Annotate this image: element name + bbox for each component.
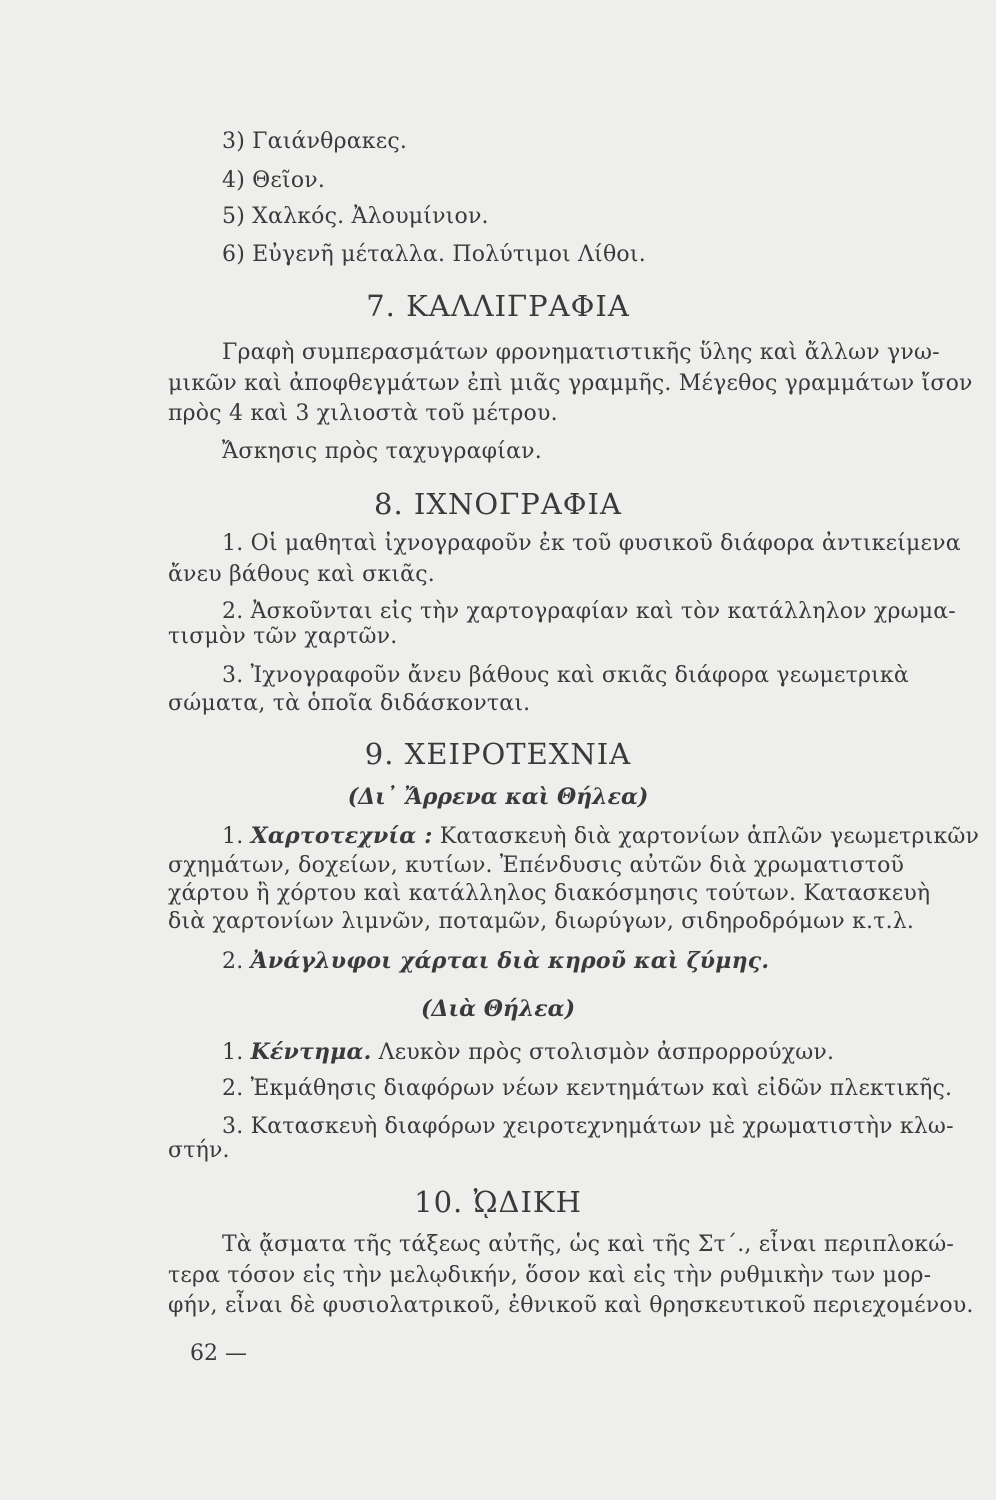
- term-paper-craft: Χαρτοτεχνία :: [250, 823, 433, 849]
- item-number: 1.: [222, 824, 244, 849]
- paragraph-line: 3. Κατασκευὴ διαφόρων χειροτεχνημάτων μὲ χρωματιστὴν κλω-: [222, 1114, 954, 1139]
- paragraph-line: ἄνευ βάθους καὶ σκιᾶς.: [168, 562, 435, 587]
- paragraph-line: τισμὸν τῶν χαρτῶν.: [168, 624, 398, 649]
- list-item: 3) Γαιάνθρακες.: [222, 129, 408, 154]
- section-heading-handicraft: 9. ΧΕΙΡΟΤΕΧΝΙΑ: [364, 737, 632, 771]
- paragraph-line: πρὸς 4 καὶ 3 χιλιοστὰ τοῦ μέτρου.: [168, 401, 558, 426]
- paragraph-line: [222, 822, 980, 851]
- paragraph-line: σώματα, τὰ ὁποῖα διδάσκονται.: [168, 691, 531, 716]
- subheading-girls: (Διὰ Θήλεα): [420, 996, 575, 1022]
- paragraph-line: Ἄσκησις πρὸς ταχυγραφίαν.: [222, 439, 542, 464]
- item-number: 2.: [222, 949, 244, 974]
- paragraph-line: διὰ χαρτονίων λιμνῶν, ποταμῶν, διωρύγων, σιδηροδρόμων κ.τ.λ.: [168, 909, 915, 934]
- paragraph-line: [222, 1038, 834, 1067]
- section-heading-calligraphy: 7. ΚΑΛΛΙΓΡΑΦΙΑ: [366, 289, 630, 323]
- paragraph-line: Τὰ ᾄσματα τῆς τάξεως αὐτῆς, ὡς καὶ τῆς Στ΄., εἶναι περιπλοκώ-: [222, 1232, 955, 1257]
- paragraph-line: τερα τόσον εἰς τὴν μελῳδικήν, ὅσον καὶ εἰς τὴν ρυθμικὴν των μορ-: [168, 1263, 932, 1288]
- item-text: Λευκὸν πρὸς στολισμὸν ἀσπρορρούχων.: [378, 1040, 835, 1065]
- item-number: 1.: [222, 1040, 244, 1065]
- section-heading-singing: 10. ᾨΔΙΚΗ: [414, 1185, 582, 1219]
- paragraph-line: [222, 947, 769, 976]
- paragraph-line: 2. Ἀσκοῦνται εἰς τὴν χαρτογραφίαν καὶ τὸν κατάλληλον χρωμα-: [222, 599, 956, 624]
- page-number: 62 —: [190, 1341, 247, 1366]
- list-item: 4) Θεῖον.: [222, 168, 326, 193]
- paragraph-line: 2. Ἐκμάθησις διαφόρων νέων κεντημάτων καὶ εἰδῶν πλεκτικῆς.: [222, 1076, 953, 1101]
- paragraph-line: μικῶν καὶ ἀποφθεγμάτων ἐπὶ μιᾶς γραμμῆς. Μέγεθος γραμμάτων ἴσον: [168, 371, 973, 396]
- paragraph-line: στήν.: [168, 1138, 230, 1163]
- list-item: 5) Χαλκός. Ἀλουμίνιον.: [222, 204, 489, 229]
- item-text-relief-maps: Ἀνάγλυφοι χάρται διὰ κηροῦ καὶ ζύμης.: [250, 948, 770, 974]
- paragraph-line: χάρτου ἢ χόρτου καὶ κατάλληλος διακόσμησις τούτων. Κατασκευὴ: [168, 881, 931, 906]
- paragraph-line: 3. Ἰχνογραφοῦν ἄνευ βάθους καὶ σκιᾶς διάφορα γεωμετρικὰ: [222, 663, 909, 688]
- term-embroidery: Κέντημα.: [250, 1039, 372, 1065]
- paragraph-line: Γραφὴ συμπερασμάτων φρονηματιστικῆς ὕλης καὶ ἄλλων γνω-: [222, 340, 940, 365]
- subheading-boys-and-girls: (Δι᾿ Ἄρρενα καὶ Θήλεα): [347, 784, 649, 810]
- paragraph-line: φήν, εἶναι δὲ φυσιολατρικοῦ, ἐθνικοῦ καὶ θρησκευτικοῦ περιεχομένου.: [168, 1293, 974, 1318]
- list-item: 6) Εὐγενῆ μέταλλα. Πολύτιμοι Λίθοι.: [222, 242, 646, 267]
- paragraph-line: 1. Οἱ μαθηταὶ ἰχνογραφοῦν ἐκ τοῦ φυσικοῦ διάφορα ἀντικείμενα: [222, 531, 961, 556]
- item-text: Κατασκευὴ διὰ χαρτονίων ἁπλῶν γεωμετρικῶν: [439, 824, 980, 849]
- section-heading-drawing: 8. ΙΧΝΟΓΡΑΦΙΑ: [374, 487, 622, 521]
- paragraph-line: σχημάτων, δοχείων, κυτίων. Ἐπένδυσις αὐτῶν διὰ χρωματιστοῦ: [168, 853, 905, 878]
